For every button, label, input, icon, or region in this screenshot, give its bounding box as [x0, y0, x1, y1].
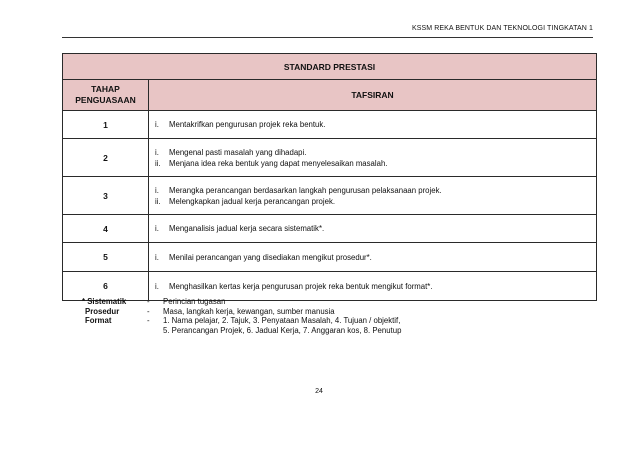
item-text: Mentakrifkan pengurusan projek reka bentuk.: [169, 120, 326, 129]
item-text: Mengenal pasti masalah yang dihadapi.: [169, 147, 307, 157]
note-definition: Masa, langkah kerja, kewangan, sumber manusia: [163, 306, 335, 316]
table-row: [63, 139, 597, 177]
note-term: Prosedur: [85, 306, 120, 316]
header-rule: [62, 37, 593, 38]
note-definition: [163, 316, 483, 335]
item-text: Menghasilkan kertas kerja pengurusan projek reka bentuk mengikut format*.: [169, 281, 433, 291]
level-cell: 3: [63, 177, 149, 215]
level-cell: 2: [63, 139, 149, 177]
table-row: [63, 177, 597, 215]
column-header-level: TAHAP PENGUASAAN: [63, 80, 149, 111]
performance-standard-table: [62, 53, 597, 301]
interpretation-cell: [149, 111, 597, 139]
table-row: [63, 243, 597, 272]
note-dash: -: [147, 306, 150, 316]
item-number: i.: [155, 281, 159, 291]
item-number: i.: [155, 185, 159, 195]
table-title: STANDARD PRESTASI: [63, 54, 597, 80]
level-cell: 5: [63, 243, 149, 272]
page-number: 24: [315, 388, 323, 395]
note-term: * Sistematik: [82, 297, 127, 306]
interpretation-cell: [149, 215, 597, 243]
item-text: Menjana idea reka bentuk yang dapat menyelesaikan masalah.: [169, 158, 388, 168]
note-dash: -: [147, 297, 150, 306]
running-header: KSSM REKA BENTUK DAN TEKNOLOGI TINGKATAN 1: [411, 25, 593, 32]
interpretation-cell: [149, 177, 597, 215]
note-row: [85, 316, 483, 335]
interpretation-cell: [149, 243, 597, 272]
note-term: Format: [85, 316, 112, 326]
note-definition-line: 5. Perancangan Projek, 6. Jadual Kerja, 7. Anggaran kos, 8. Penutup: [163, 325, 402, 335]
interpretation-cell: [149, 139, 597, 177]
note-definition: Perincian tugasan: [163, 297, 226, 306]
item-number: i.: [155, 147, 159, 157]
note-definition-line: 1. Nama pelajar, 2. Tajuk, 3. Penyataan Masalah, 4. Tujuan / objektif,: [163, 316, 401, 326]
item-number: i.: [155, 252, 159, 262]
item-text: Merangka perancangan berdasarkan langkah pengurusan pelaksanaan projek.: [169, 185, 442, 195]
level-cell: 1: [63, 111, 149, 139]
note-dash: -: [147, 316, 150, 326]
item-text: Menilai perancangan yang disediakan mengikut prosedur*.: [169, 252, 372, 262]
item-text: Melengkapkan jadual kerja perancangan projek.: [169, 196, 336, 206]
note-row: [82, 297, 483, 307]
item-text: Menganalisis jadual kerja secara sistematik*.: [169, 224, 325, 233]
item-number: ii.: [155, 196, 161, 206]
note-row: [85, 307, 483, 317]
column-header-interpretation: TAFSIRAN: [149, 80, 597, 111]
item-number: i.: [155, 224, 159, 233]
table-row: [63, 215, 597, 243]
item-number: ii.: [155, 158, 161, 168]
footnotes: [82, 297, 483, 335]
item-number: i.: [155, 120, 159, 129]
level-cell: 4: [63, 215, 149, 243]
table-row: [63, 111, 597, 139]
level-cell: 6: [63, 272, 149, 301]
